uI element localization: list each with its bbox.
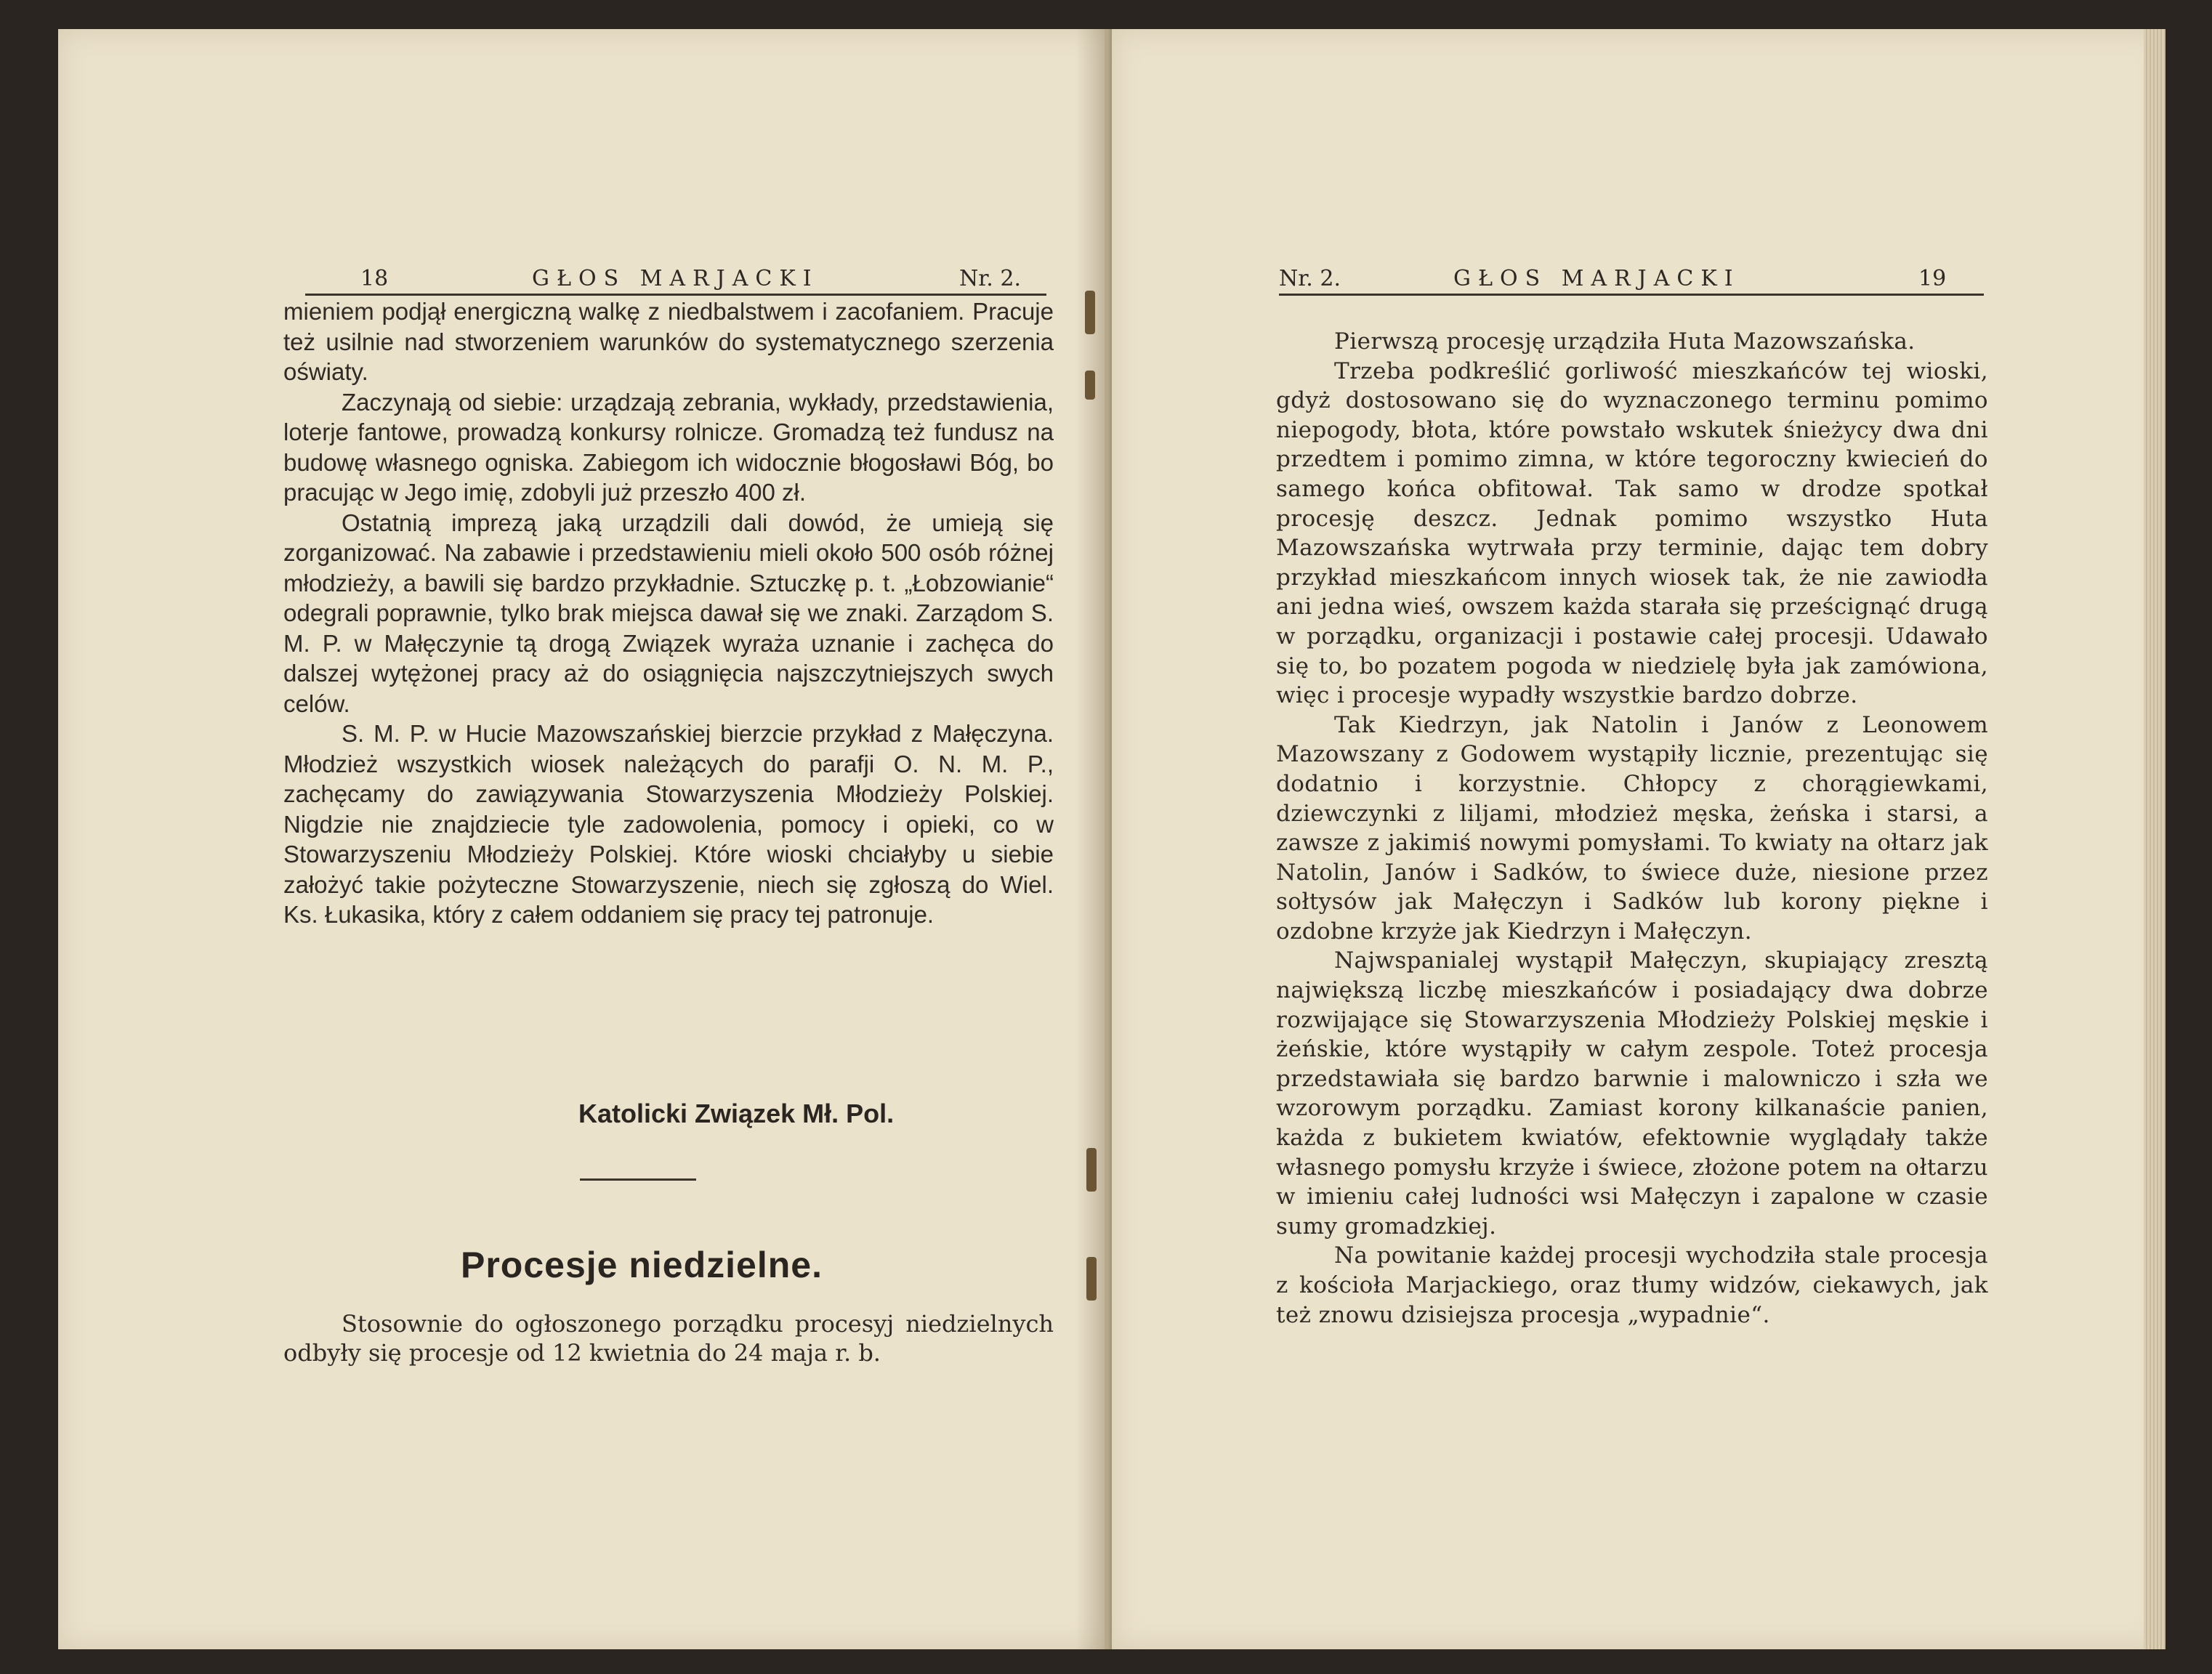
right-body-text: [1276, 327, 1988, 1330]
binding-thread: [1086, 1148, 1097, 1192]
left-paragraph: Zaczynają od siebie: urządzają zebrania, wykłady, przedstawienia, loterje fantowe, prowadzą konkursy rolnicze. Gromadzą też fundusz na budowę własnego ogniska. Zabiegom ich widocznie błogosławi Bóg, bo pracując w Jego imię, zdobyli już przeszło 400 zł.: [283, 388, 1054, 506]
binding-thread: [1086, 1257, 1097, 1301]
section-paragraph: Stosownie do ogłoszonego porządku procesyj niedzielnych odbyły się procesje od 12 kwietnia do 24 maja r. b.: [283, 1310, 1054, 1367]
left-paragraph: mieniem podjął energiczną walkę z niedbalstwem i zacofaniem. Pracuje też usilnie nad stworzeniem warunków do systematycznego szerzenia oświaty.: [283, 298, 1054, 385]
right-paragraph: Pierwszą procesję urządziła Huta Mazowszańska.: [1334, 328, 1916, 355]
left-header-title: GŁOS MARJACKI: [532, 266, 819, 291]
book-spread: [58, 29, 2165, 1649]
left-page-number: 18: [360, 266, 389, 291]
right-page: [1112, 29, 2165, 1649]
right-header-title: GŁOS MARJACKI: [1453, 266, 1740, 291]
right-paragraph: Trzeba podkreślić gorliwość mieszkańców tej wioski, gdyż dostosowano się do wyznaczonego terminu pomimo niepogody, błota, które powstało wskutek śnieżycy dwa dni przedtem i pomimo zimna, w które tegoroczny kwiecień do samego końca obfitował. Tak samo w drodze spotkał procesję deszcz. Jednak pomimo wszystko Huta Mazowszańska wytrwała przy terminie, dając tem dobry przykład mieszkańcom innych wiosek tak, że nie zawiodła ani jedna wieś, owszem każda starała się prześcignąć drugą w porządku, organizacji i postawie całej procesji. Udawało się to, bo pozatem pogoda w niedzielę była jak zamówiona, więc i procesje wypadły wszystkie bardzo dobrze.: [1276, 357, 1988, 709]
section-divider: [580, 1178, 696, 1181]
left-header-issue: Nr. 2.: [959, 266, 1021, 291]
left-page: [58, 29, 1105, 1649]
binding-thread: [1085, 371, 1095, 400]
right-header-issue: Nr. 2.: [1279, 266, 1341, 291]
binding-thread: [1085, 291, 1095, 334]
left-paragraph: Ostatnią imprezą jaką urządzili dali dowód, że umieją się zorganizować. Na zabawie i przedstawieniu mieli około 500 osób różnej młodzieży, a bawili się bardzo przykładnie. Sztuczkę p. t. „Łobzowianie“ odegrali poprawnie, tylko brak miejsca dawał się we znaki. Zarządom S. M. P. w Małęczynie tą drogą Związek wyraża uznanie i zachęca do dalszej wytężonej pracy aż do osiągnięcia najszczytniejszych swych celów.: [283, 509, 1054, 717]
right-running-header: [1279, 262, 1984, 296]
left-body-text: [283, 296, 1054, 930]
signature: Katolicki Związek Mł. Pol.: [578, 1099, 895, 1128]
right-paragraph: Tak Kiedrzyn, jak Natolin i Janów z Leonowem Mazowszany z Godowem wystąpiły licznie, prezentując się dodatnio i korzystnie. Chłopcy z chorągiewkami, dziewczynki z liljami, młodzież męska, żeńska i starsi, a zawsze z jakimiś nowymi pomysłami. To kwiaty na ołtarz jak Natolin, Janów i Sadków, to świece duże, niesione przez sołtysów jak Małęczyn i Sadków lub korony piękne i ozdobne krzyże jak Kiedrzyn i Małęczyn.: [1276, 711, 1988, 945]
page-edges: [2144, 29, 2165, 1649]
right-paragraph: Najwspanialej wystąpił Małęczyn, skupiający zresztą największą liczbę mieszkańców i posiadający dwa dobrze rozwijające się Stowarzyszenia Młodzieży Polskiej męskie i żeńskie, które wystąpiły w całym zespole. Toteż procesja przedstawiała się bardzo barwnie i malowniczo i szła we wzorowym porządku. Zamiast korony kilkanaście panien, każda z bukietem kwiatów, efektownie wyglądały także własnego pomysłu krzyże i świece, złożone potem na ołtarzu w imieniu całej ludności wsi Małęczyn i zapalone w czasie sumy gromadzkiej.: [1276, 947, 1988, 1240]
right-paragraph: Na powitanie każdej procesji wychodziła stale procesja z kościoła Marjackiego, oraz tłumy widzów, ciekawych, jak też znowu dzisiejsza procesja „wypadnie“.: [1276, 1242, 1988, 1328]
left-running-header: [305, 262, 1046, 296]
section-title: Procesje niedzielne.: [461, 1245, 823, 1285]
right-page-number: 19: [1918, 266, 1947, 291]
section-text: [283, 1309, 1054, 1367]
left-paragraph: S. M. P. w Hucie Mazowszańskiej bierzcie przykład z Małęczyna. Młodzież wszystkich wiosek należących do parafji O. N. M. P., zachęcamy do zawiązywania Stowarzyszenia Młodzieży Polskiej. Nigdzie nie znajdziecie tyle zadowolenia, pomocy i opieki, co w Stowarzyszeniu Młodzieży Polskiej. Które wioski chciałyby u siebie założyć takie pożyteczne Stowarzyszenie, niech się zgłoszą do Wiel. Ks. Łukasika, który z całem oddaniem się pracy tej patronuje.: [283, 720, 1054, 928]
